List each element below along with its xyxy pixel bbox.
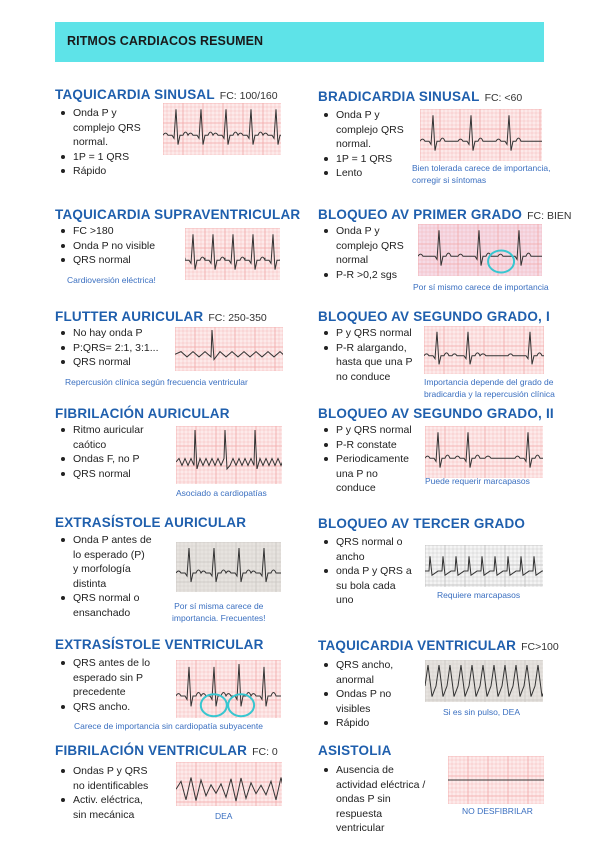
bullet-item	[318, 535, 428, 564]
bullet-item	[318, 341, 428, 385]
bullet-item	[318, 326, 428, 341]
bullet-list	[55, 656, 173, 714]
bullet-line: P-R >0,2 sgs	[336, 268, 397, 281]
clinical-note-line: Por sí mismo carece de importancia	[413, 282, 549, 292]
bullet-line: actividad eléctrica /	[336, 778, 426, 791]
clinical-note-line: Por sí misma carece de	[174, 601, 264, 611]
ecg-strip-fa	[176, 426, 282, 484]
bullet-item	[55, 326, 175, 341]
heart-rate-label: FC: BIEN	[527, 210, 572, 222]
bullet-item	[318, 224, 418, 268]
bullet-line: Ondas P y QRS	[73, 765, 148, 777]
bullet-item	[55, 533, 170, 591]
bullet-item	[55, 764, 170, 793]
bullet-line: ancho	[336, 550, 365, 563]
ecg-strip-brad-sinusal	[420, 109, 542, 161]
clinical-note-line: NO DESFIBRILAR	[462, 806, 533, 816]
bullet-line: respuesta	[336, 807, 383, 820]
title-banner	[55, 22, 544, 62]
bullet-line: Activ. eléctrica,	[73, 794, 143, 806]
bullet-line: QRS normal	[73, 467, 131, 480]
heart-rate-label: FC: 0	[252, 746, 278, 758]
bullet-item	[318, 763, 443, 836]
section-title: BLOQUEO AV TERCER GRADO	[318, 516, 526, 531]
bullet-line: QRS normal o	[73, 592, 140, 604]
clinical-note	[74, 721, 263, 733]
bullet-list	[318, 423, 428, 496]
bullet-item	[318, 268, 418, 283]
bullet-line: No hay onda P	[73, 327, 143, 339]
bullet-item	[318, 423, 428, 438]
bullet-item	[55, 106, 155, 150]
bullet-item	[55, 793, 170, 822]
clinical-note	[215, 811, 232, 823]
clinical-note-line: Si es sin pulso, DEA	[443, 707, 521, 717]
clinical-note-line: DEA	[215, 811, 233, 821]
bullet-line: su bola cada	[336, 579, 396, 592]
bullet-list	[318, 108, 418, 181]
bullet-line: QRS antes de lo	[73, 657, 151, 669]
ecg-strip-bav2-1	[424, 326, 544, 374]
clinical-note	[424, 377, 555, 400]
bullet-list	[318, 658, 418, 731]
clinical-note-line: importancia. Frecuentes!	[172, 612, 266, 623]
clinical-note-line: Cardioversión eléctrica!	[67, 275, 156, 285]
bullet-item	[55, 656, 173, 700]
section-title: ASISTOLIA	[318, 743, 392, 758]
bullet-line: ventricular	[336, 822, 385, 834]
clinical-note	[443, 707, 520, 719]
section-heading	[55, 636, 264, 654]
bullet-item	[318, 658, 418, 687]
ecg-strip-flutter	[175, 327, 283, 371]
clinical-note	[67, 275, 156, 287]
ecg-strip-extra-aur	[176, 542, 281, 592]
heart-rate-label: FC>100	[521, 641, 559, 653]
bullet-line: una P no	[336, 467, 378, 480]
bullet-line: Onda P no visible	[73, 239, 156, 252]
bullet-line: hasta que una P	[336, 356, 413, 368]
bullet-list	[55, 533, 170, 620]
bullet-item	[318, 152, 418, 167]
bullet-item	[55, 452, 165, 467]
section-heading	[318, 637, 559, 655]
ecg-strip-taq-sinusal	[163, 103, 281, 155]
bullet-line: normal.	[73, 136, 109, 148]
bullet-item	[55, 164, 155, 179]
bullet-list	[318, 224, 418, 282]
bullet-list	[55, 423, 165, 481]
bullet-item	[318, 166, 418, 181]
bullet-item	[55, 700, 173, 715]
clinical-note-line: Importancia depende del grado de	[424, 377, 554, 387]
heart-rate-label: FC: <60	[484, 92, 523, 104]
clinical-note-line: Asociado a cardiopatías	[176, 488, 267, 498]
bullet-item	[55, 591, 170, 620]
bullet-line: anormal	[336, 673, 374, 686]
bullet-line: complejo QRS	[336, 239, 404, 252]
bullet-line: lo esperado (P)	[73, 548, 145, 561]
bullet-line: ondas P sin	[336, 793, 391, 805]
clinical-note	[425, 476, 530, 488]
bullet-item	[55, 341, 175, 356]
bullet-item	[55, 239, 185, 254]
bullet-line: onda P y QRS a	[336, 565, 412, 577]
bullet-list	[55, 224, 185, 268]
section-title: EXTRASÍSTOLE VENTRICULAR	[55, 637, 264, 652]
ecg-strip-asistolia	[448, 756, 544, 804]
bullet-line: Ondas P no	[336, 688, 392, 700]
ecg-strip-bav2-2	[425, 426, 543, 478]
bullet-line: visibles	[336, 702, 371, 715]
section-heading	[55, 86, 278, 104]
bullet-line: FC >180	[73, 225, 114, 237]
bullet-line: ensanchado	[73, 606, 131, 619]
bullet-item	[318, 452, 428, 496]
clinical-note-line: Requiere marcapasos	[437, 590, 521, 600]
clinical-note-line: bradicardia y la repercusión clínica	[424, 388, 555, 399]
section-heading	[318, 88, 522, 106]
ecg-strip-bav1	[418, 224, 542, 276]
bullet-line: Lento	[336, 167, 363, 179]
bullet-line: Ondas F, no P	[73, 453, 140, 465]
bullet-line: Ritmo auricular	[73, 424, 144, 436]
bullet-item	[55, 224, 185, 239]
bullet-item	[318, 687, 418, 716]
bullet-item	[55, 423, 165, 452]
bullet-line: QRS normal	[73, 254, 131, 266]
ecg-strip-extra-ven	[176, 660, 281, 718]
clinical-note-line: Carece de importancia sin cardiopatía subyacente	[74, 721, 263, 731]
bullet-item	[55, 467, 165, 482]
bullet-line: Onda P y	[336, 225, 380, 237]
bullet-line: no identificables	[73, 779, 149, 792]
bullet-line: Onda P y	[73, 107, 117, 119]
section-heading	[55, 742, 278, 760]
bullet-line: P:QRS= 2:1, 3:1...	[73, 341, 159, 354]
bullet-line: y morfología	[73, 563, 131, 575]
bullet-list	[55, 106, 155, 179]
bullet-line: 1P = 1 QRS	[73, 150, 130, 163]
clinical-note	[172, 601, 266, 624]
bullet-line: P-R alargando,	[336, 341, 407, 354]
clinical-note-line: Puede requerir marcapasos	[425, 476, 530, 486]
bullet-line: QRS ancho.	[73, 700, 131, 713]
bullet-line: Onda P antes de	[73, 534, 152, 546]
bullet-line: no conduce	[336, 370, 391, 383]
bullet-line: P y QRS normal	[336, 327, 412, 339]
section-title: FIBRILACIÓN VENTRICULAR	[55, 743, 248, 758]
clinical-note-line: corregir si síntomas	[412, 174, 487, 185]
section-heading	[55, 308, 267, 326]
section-title: BLOQUEO AV PRIMER GRADO	[318, 207, 523, 222]
bullet-line: QRS ancho,	[336, 659, 394, 671]
clinical-note	[176, 488, 267, 500]
bullet-line: P-R constate	[336, 438, 397, 451]
clinical-note	[437, 590, 520, 602]
bullet-line: precedente	[73, 686, 126, 698]
ecg-strip-bav3	[425, 545, 543, 587]
section-title: FIBRILACIÓN AURICULAR	[55, 406, 230, 421]
section-title: TAQUICARDIA VENTRICULAR	[318, 638, 517, 653]
clinical-note	[65, 377, 248, 389]
bullet-list	[318, 763, 443, 836]
section-title: BLOQUEO AV SEGUNDO GRADO, II	[318, 406, 554, 421]
section-heading	[55, 405, 230, 423]
section-heading	[318, 515, 525, 533]
heart-rate-label: FC: 100/160	[219, 90, 278, 102]
bullet-line: 1P = 1 QRS	[336, 152, 393, 165]
bullet-list	[55, 326, 175, 370]
bullet-item	[55, 355, 175, 370]
bullet-line: uno	[336, 594, 354, 606]
clinical-note-line: Bien tolerada carece de importancia,	[412, 163, 551, 173]
bullet-line: QRS normal	[73, 356, 131, 368]
heart-rate-label: FC: 250-350	[208, 312, 267, 324]
ecg-strip-taq-ven	[425, 660, 543, 702]
section-title: BRADICARDIA SINUSAL	[318, 89, 480, 104]
bullet-list	[55, 764, 170, 822]
section-title: BLOQUEO AV SEGUNDO GRADO, I	[318, 309, 550, 324]
ecg-strip-taq-supra	[185, 228, 280, 280]
bullet-line: caótico	[73, 438, 107, 451]
bullet-item	[318, 564, 428, 608]
section-heading	[318, 405, 554, 423]
bullet-list	[318, 326, 428, 384]
clinical-note	[462, 806, 533, 818]
ecg-strip-fv	[176, 762, 282, 806]
clinical-note-line: Repercusión clínica según frecuencia ventricular	[65, 377, 248, 387]
bullet-line: normal.	[336, 138, 372, 150]
section-heading	[55, 514, 246, 532]
section-title: TAQUICARDIA SINUSAL	[55, 87, 215, 102]
bullet-line: distinta	[73, 577, 107, 590]
bullet-line: conduce	[336, 482, 376, 494]
bullet-line: Ausencia de	[336, 764, 394, 776]
section-title: TAQUICARDIA SUPRAVENTRICULAR	[55, 207, 301, 222]
bullet-list	[318, 535, 428, 608]
bullet-line: esperado sin P	[73, 671, 144, 684]
page-title: RITMOS CARDIACOS RESUMEN	[67, 34, 264, 48]
bullet-item	[318, 716, 418, 731]
bullet-item	[55, 150, 155, 165]
bullet-item	[318, 108, 418, 152]
section-heading	[55, 206, 300, 224]
bullet-item	[55, 253, 185, 268]
bullet-line: Periodicamente	[336, 453, 409, 465]
section-title: EXTRASÍSTOLE AURICULAR	[55, 515, 247, 530]
bullet-line: P y QRS normal	[336, 424, 412, 436]
clinical-note	[413, 282, 549, 294]
bullet-line: QRS normal o	[336, 536, 403, 548]
section-heading	[318, 742, 392, 760]
bullet-line: sin mecánica	[73, 808, 135, 821]
bullet-line: complejo QRS	[73, 121, 141, 134]
section-title: FLUTTER AURICULAR	[55, 309, 204, 324]
bullet-item	[318, 438, 428, 453]
bullet-line: Rápido	[336, 717, 370, 729]
clinical-note	[412, 163, 550, 186]
bullet-line: Onda P y	[336, 109, 380, 121]
bullet-line: complejo QRS	[336, 123, 404, 136]
section-heading	[318, 206, 571, 224]
bullet-line: Rápido	[73, 165, 107, 177]
bullet-line: normal	[336, 254, 369, 266]
section-heading	[318, 308, 550, 326]
